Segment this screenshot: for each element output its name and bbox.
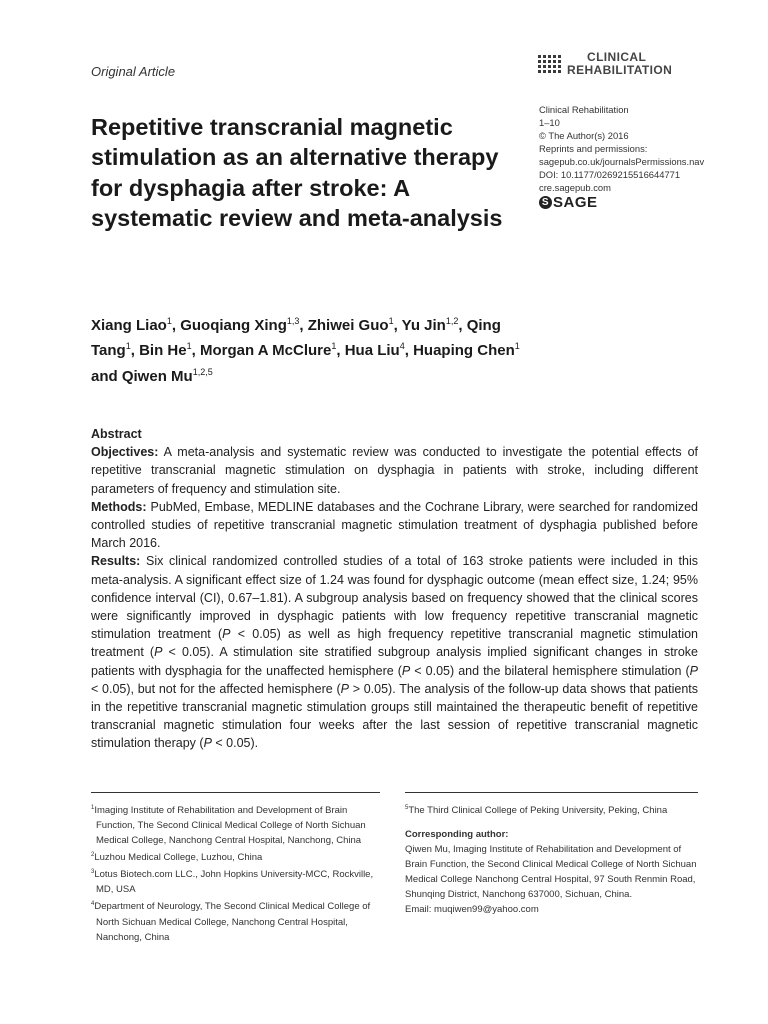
meta-journal: Clinical Rehabilitation bbox=[539, 104, 629, 115]
corresponding-label: Corresponding author: bbox=[405, 829, 509, 841]
author-name: Bin He bbox=[139, 342, 187, 360]
meta-reprints-url[interactable]: sagepub.co.uk/journalsPermissions.nav bbox=[539, 156, 705, 167]
author-name: Guoqiang Xing bbox=[180, 317, 287, 334]
affiliations-left bbox=[88, 801, 388, 945]
abstract-methods bbox=[91, 498, 698, 553]
article-type: Original Article bbox=[91, 64, 176, 79]
meta-doi[interactable]: DOI: 10.1177/0269215516644771 bbox=[539, 169, 681, 180]
journal-logo bbox=[538, 51, 672, 77]
footnote-divider-left bbox=[91, 792, 380, 793]
author-affiliation-marker: 4 bbox=[399, 341, 405, 352]
methods-label: Methods: bbox=[91, 499, 147, 514]
author-name: Huaping Chen bbox=[413, 342, 515, 360]
author-affiliation-marker: 1 bbox=[166, 316, 172, 326]
meta-pages: 1–10 bbox=[539, 117, 560, 128]
affiliation-item: $^5$The Third Clinical College of Peking University, Peking, China bbox=[405, 805, 668, 817]
author-name: Qing Tang bbox=[91, 317, 501, 360]
publisher-name: SAGE bbox=[553, 194, 598, 211]
author-name: Zhiwei Guo bbox=[307, 317, 389, 334]
author-affiliation-marker: 1,3 bbox=[286, 316, 300, 326]
affiliation-item: $^3$Lotus Biotech.com LLC., John Hopkins University-MCC, Rockville, MD, USA bbox=[91, 869, 374, 896]
author-affiliation-marker: 1 bbox=[331, 341, 337, 352]
abstract-objectives bbox=[91, 443, 698, 498]
author-list: Xiang Liao$^1$, Guoqiang Xing$^{1,3}$, Zhiwei Guo$^1$, Yu Jin$^{1,2}$, Qing Tang$^1$, Bin He$^1$, Morgan A McClure$^1$, Hua Liu$^4$, Huaping Chen$^1$ and Qiwen Mu$^{1,2,5}$ bbox=[91, 316, 520, 385]
journal-logo-line2: REHABILITATION bbox=[567, 63, 673, 77]
objectives-text: A meta-analysis and systematic review was conducted to investigate the potential effects of repetitive transcranial magnetic stimulation on dysphagia in patients with stroke, including different parameters of frequency and stimulation site. bbox=[91, 445, 698, 496]
abstract-results bbox=[91, 552, 698, 752]
corresponding-email[interactable]: Email: muqiwen99@yahoo.com bbox=[405, 904, 539, 916]
sage-icon: S bbox=[539, 196, 552, 209]
objectives-label: Objectives: bbox=[91, 445, 159, 460]
author-affiliation-marker: 1 bbox=[186, 341, 192, 352]
journal-logo-line1: CLINICAL bbox=[587, 50, 647, 64]
footnote-divider-right bbox=[405, 792, 698, 793]
methods-text: PubMed, Embase, MEDLINE databases and the Cochrane Library, were searched for randomized controlled studies of repetitive transcranial magnetic stimulation treatment of dysphagia published before March 2016. bbox=[91, 499, 698, 551]
journal-logo-icon bbox=[538, 55, 561, 73]
abstract bbox=[91, 425, 698, 753]
author-name: Hua Liu bbox=[344, 342, 400, 360]
affiliation-item: $^2$Luzhou Medical College, Luzhou, China bbox=[91, 852, 263, 864]
affiliation-item: $^1$Imaging Institute of Rehabilitation and Development of Brain Function, The Second Clinical Medical College of North Sichuan Medical College, Nanchong Central Hospital, Nanchong, China bbox=[91, 805, 366, 847]
corresponding-text: Qiwen Mu, Imaging Institute of Rehabilitation and Development of Brain Function, the Second Clinical Medical College of North Sichuan Medical College Nanchong Central Hospital, 97 South Renmin Road, Shunqing District, Nanchong 637000, Sichuan, China. bbox=[405, 844, 697, 901]
affiliation-item: $^4$Department of Neurology, The Second Clinical Medical College of North Sichuan Medical College, Nanchong Central Hospital, Nanchong, China bbox=[91, 901, 371, 943]
meta-reprints: Reprints and permissions: bbox=[539, 143, 648, 154]
results-label: Results: bbox=[91, 554, 141, 569]
publisher-logo bbox=[539, 196, 704, 209]
author-name: Qiwen Mu bbox=[121, 367, 193, 385]
article-meta bbox=[539, 103, 704, 209]
results-text: Six clinical randomized controlled studies of a total of 163 stroke patients were included in this meta-analysis. A significant effect size of 1.24 was found for dysphagic outcome (mean effect size, 1.24; 95% confidence interval (CI), 0.67–1.81). A subgroup analysis based on frequency showed that the clinical scores were significantly improved in dysphagic patients with low frequency repetitive transcranial magnetic stimulation treatment (P < 0.05) as well as high frequency repetitive transcranial magnetic stimulation treatment (P < 0.05). A stimulation site stratified subgroup analysis implied significant changes in stroke patients with dysphagia for the unaffected hemisphere (P < 0.05) and the bilateral hemisphere stimulation (P < 0.05), but not for the affected hemisphere (P > 0.05). The analysis of the follow-up data shows that patients in the repetitive transcranial magnetic stimulation groups still maintained the therapeutic benefit of repetitive transcranial magnetic stimulation four weeks after the last session of repetitive transcranial magnetic stimulation therapy (P < 0.05). bbox=[91, 554, 698, 751]
abstract-heading: Abstract bbox=[91, 427, 142, 441]
author-affiliation-marker: 1 bbox=[514, 341, 520, 352]
article-title: Repetitive transcranial magnetic stimulation as an alternative therapy for dysphagia after stroke: A systematic review and meta-analysis bbox=[91, 114, 503, 231]
author-affiliation-marker: 1,2,5 bbox=[192, 366, 213, 377]
author-name: Yu Jin bbox=[401, 317, 446, 334]
author-affiliation-marker: 1 bbox=[125, 341, 131, 352]
author-name: Xiang Liao bbox=[91, 317, 167, 334]
meta-copyright: © The Author(s) 2016 bbox=[539, 130, 629, 141]
author-name: Morgan A McClure bbox=[199, 342, 332, 360]
author-affiliation-marker: 1,2 bbox=[445, 316, 459, 326]
author-affiliation-marker: 1 bbox=[388, 316, 394, 326]
meta-site[interactable]: cre.sagepub.com bbox=[539, 182, 611, 193]
affiliations-right bbox=[405, 801, 700, 917]
